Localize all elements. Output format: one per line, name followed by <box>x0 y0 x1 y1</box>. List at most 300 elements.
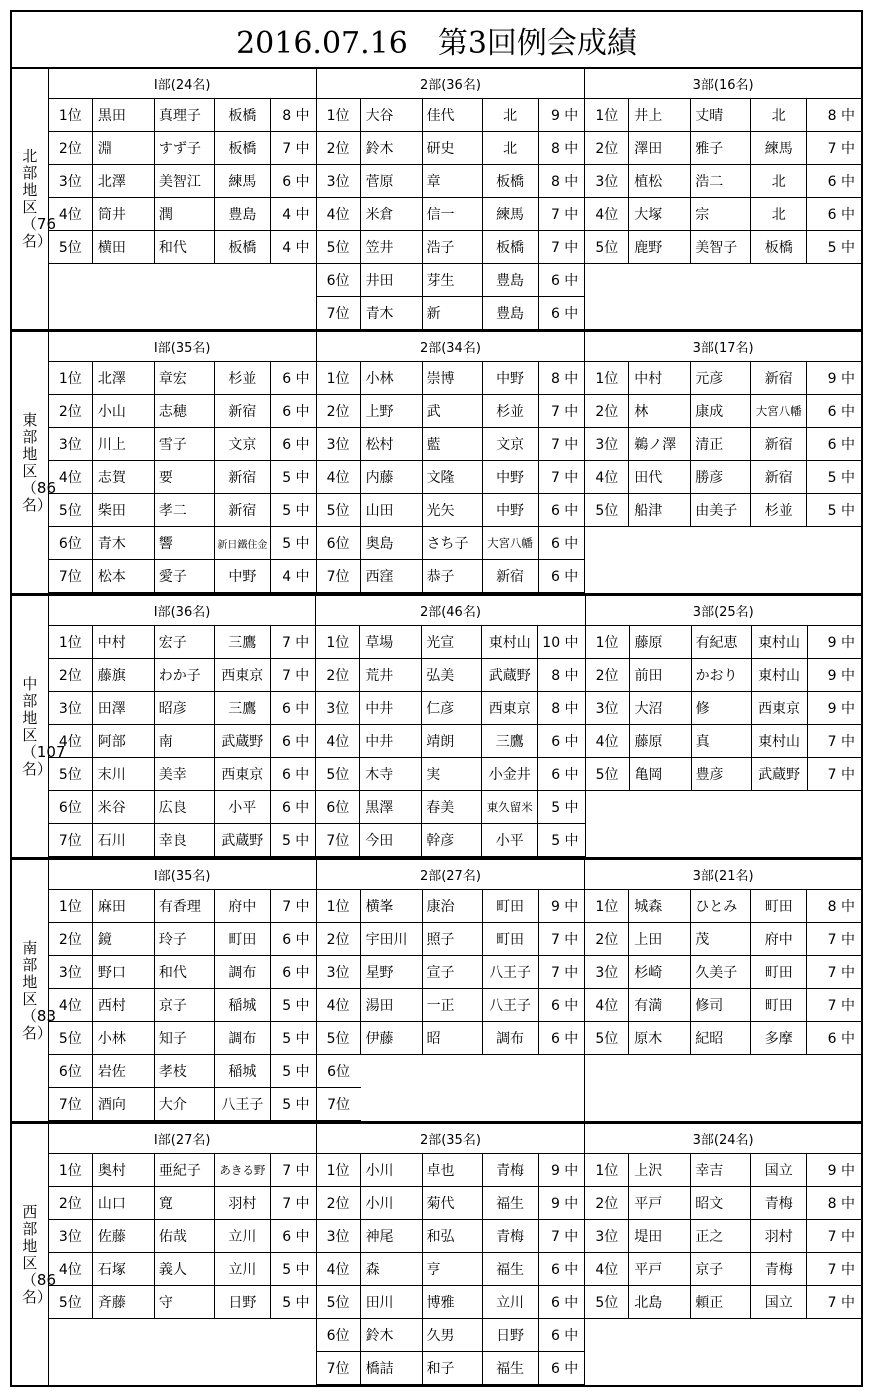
result-row <box>49 560 316 593</box>
given-name-cell: 康成 <box>691 395 751 428</box>
region-label-text: 北部地区（76名） <box>21 147 56 250</box>
division-block <box>585 596 861 857</box>
score-cell: 9 中 <box>539 890 585 923</box>
given-name-cell: 雅子 <box>691 132 751 165</box>
club-cell: 調布 <box>215 1022 271 1055</box>
given-name-cell: 博雅 <box>423 1286 483 1319</box>
score-cell: 5 中 <box>271 1055 316 1088</box>
club-cell: 西東京 <box>215 758 271 791</box>
score-cell: 5 中 <box>271 494 316 527</box>
club-cell: 西東京 <box>215 659 271 692</box>
surname-cell: 城森 <box>629 890 691 923</box>
division-header: 3部(16名) <box>585 69 861 99</box>
club-cell: 日野 <box>215 1286 271 1319</box>
surname-cell: 上田 <box>629 923 691 956</box>
club-cell: 西東京 <box>482 692 538 725</box>
rank-cell: 5位 <box>585 494 629 527</box>
surname-cell: 横田 <box>93 231 155 264</box>
given-name-cell: 要 <box>155 461 215 494</box>
rank-cell: 2位 <box>585 923 629 956</box>
result-row <box>49 758 316 791</box>
given-name-cell: 久美子 <box>691 956 751 989</box>
division-header: Ⅰ部(24名) <box>49 69 316 99</box>
given-name-cell: 亜紀子 <box>155 1154 215 1187</box>
rank-cell: 2位 <box>585 1187 629 1220</box>
division-block <box>316 860 585 1121</box>
surname-cell: 内藤 <box>361 461 423 494</box>
given-name-cell: 和代 <box>155 231 215 264</box>
result-row <box>585 395 861 428</box>
given-name-cell: 京子 <box>691 1253 751 1286</box>
club-cell: 町田 <box>215 923 271 956</box>
rank-cell: 1位 <box>317 890 361 923</box>
club-cell: 町田 <box>483 890 539 923</box>
score-cell: 8 中 <box>539 165 585 198</box>
score-cell: 7 中 <box>271 659 316 692</box>
surname-cell: 酒向 <box>93 1088 155 1121</box>
rank-cell: 4位 <box>585 1253 629 1286</box>
club-cell: 板橋 <box>751 231 807 264</box>
given-name-cell: 照子 <box>423 923 483 956</box>
given-name-cell: 浩子 <box>423 231 483 264</box>
surname-cell: 船津 <box>629 494 691 527</box>
rank-cell: 3位 <box>585 956 629 989</box>
division-header: 2部(35名) <box>317 1124 585 1154</box>
club-cell: 町田 <box>751 956 807 989</box>
club-cell: 豊島 <box>483 264 539 297</box>
club-cell: 大宮八幡 <box>751 395 807 428</box>
surname-cell: 中井 <box>360 692 422 725</box>
score-cell: 6 中 <box>539 560 585 593</box>
score-cell: 6 中 <box>271 395 316 428</box>
result-row <box>585 198 861 231</box>
rank-cell: 4位 <box>49 725 93 758</box>
surname-cell: 鹿野 <box>629 231 691 264</box>
result-row <box>317 264 585 297</box>
score-cell: 7 中 <box>539 231 585 264</box>
club-cell: 青梅 <box>483 1154 539 1187</box>
given-name-cell: 芽生 <box>423 264 483 297</box>
rank-cell: 1位 <box>49 99 93 132</box>
given-name-cell: 元彦 <box>691 362 751 395</box>
result-row <box>585 1286 861 1319</box>
club-cell: 文京 <box>215 428 271 461</box>
club-cell: 府中 <box>751 923 807 956</box>
surname-cell: 林 <box>629 395 691 428</box>
result-row <box>49 1055 316 1088</box>
surname-cell: 山口 <box>93 1187 155 1220</box>
score-cell: 4 中 <box>271 560 316 593</box>
rank-cell: 6位 <box>316 791 360 824</box>
score-cell: 7 中 <box>807 1253 861 1286</box>
given-name-cell: ひとみ <box>691 890 751 923</box>
surname-cell: 鵜ノ澤 <box>629 428 691 461</box>
surname-cell: 米倉 <box>361 198 423 231</box>
score-cell: 6 中 <box>539 1286 585 1319</box>
rank-cell: 4位 <box>585 198 629 231</box>
rank-cell: 5位 <box>585 1286 629 1319</box>
score-cell: 5 中 <box>271 989 316 1022</box>
score-cell: 7 中 <box>271 890 316 923</box>
given-name-cell: 孝枝 <box>155 1055 215 1088</box>
region-label <box>12 332 56 593</box>
given-name-cell: 佑哉 <box>155 1220 215 1253</box>
rank-cell: 5位 <box>586 758 630 791</box>
division-header: 2部(27名) <box>317 860 585 890</box>
surname-cell: 堤田 <box>629 1220 691 1253</box>
score-cell: 9 中 <box>807 362 861 395</box>
result-row <box>317 890 585 923</box>
result-row <box>317 1286 585 1319</box>
score-cell: 6 中 <box>539 494 585 527</box>
given-name-cell: 崇博 <box>423 362 483 395</box>
score-cell: 7 中 <box>539 198 585 231</box>
surname-cell: 中村 <box>93 626 155 659</box>
result-row <box>49 527 316 560</box>
score-cell: 9 中 <box>539 1154 585 1187</box>
rank-cell: 4位 <box>49 461 93 494</box>
given-name-cell: 文隆 <box>423 461 483 494</box>
result-row <box>585 1253 861 1286</box>
score-cell: 7 中 <box>539 1220 585 1253</box>
rank-cell: 4位 <box>317 989 361 1022</box>
result-row <box>586 659 861 692</box>
club-cell: 板橋 <box>215 132 271 165</box>
rank-cell: 2位 <box>585 132 629 165</box>
surname-cell: 大沼 <box>630 692 692 725</box>
division-header: Ⅰ部(35名) <box>49 332 316 362</box>
given-name-cell: 和代 <box>155 956 215 989</box>
division-block <box>316 69 585 329</box>
score-cell: 6 中 <box>271 165 316 198</box>
division-block <box>316 1124 585 1385</box>
club-cell: 北 <box>751 99 807 132</box>
given-name-cell: 昭 <box>423 1022 483 1055</box>
surname-cell: 佐藤 <box>93 1220 155 1253</box>
surname-cell: 井田 <box>361 264 423 297</box>
club-cell: 杉並 <box>215 362 271 395</box>
given-name-cell: 正之 <box>691 1220 751 1253</box>
given-name-cell: 春美 <box>422 791 482 824</box>
result-row <box>316 692 584 725</box>
surname-cell: 藤原 <box>630 725 692 758</box>
rank-cell: 5位 <box>49 758 93 791</box>
given-name-cell: 宣子 <box>423 956 483 989</box>
score-cell: 4 中 <box>271 198 316 231</box>
result-row <box>49 231 316 264</box>
result-row <box>585 494 861 527</box>
division-block <box>584 1124 861 1385</box>
score-cell: 9 中 <box>808 692 861 725</box>
club-cell: 板橋 <box>483 165 539 198</box>
division-header: 3部(25名) <box>586 596 861 626</box>
score-cell: 5 中 <box>271 1022 316 1055</box>
result-row <box>585 1220 861 1253</box>
rank-cell: 1位 <box>585 890 629 923</box>
score-cell: 7 中 <box>539 395 585 428</box>
rank-cell: 1位 <box>317 1154 361 1187</box>
club-cell: あきる野 <box>215 1154 271 1187</box>
given-name-cell: 由美子 <box>691 494 751 527</box>
surname-cell: 筒井 <box>93 198 155 231</box>
surname-cell: 伊藤 <box>361 1022 423 1055</box>
score-cell: 6 中 <box>271 1220 316 1253</box>
score-cell: 6 中 <box>271 692 316 725</box>
score-cell: 7 中 <box>271 1187 316 1220</box>
surname-cell: 志賀 <box>93 461 155 494</box>
club-cell: 立川 <box>483 1286 539 1319</box>
result-row <box>585 1022 861 1055</box>
region-label-text: 南部地区（83名） <box>21 938 56 1042</box>
result-row <box>585 132 861 165</box>
result-row <box>317 923 585 956</box>
surname-cell: 西村 <box>93 989 155 1022</box>
score-cell: 7 中 <box>539 956 585 989</box>
club-cell: 武蔵野 <box>215 725 271 758</box>
club-cell: 東久留米 <box>482 791 538 824</box>
rank-cell: 3位 <box>316 692 360 725</box>
club-cell: 板橋 <box>215 231 271 264</box>
club-cell: 中野 <box>483 494 539 527</box>
score-cell: 9 中 <box>808 626 861 659</box>
rank-cell: 6位 <box>317 1055 361 1088</box>
result-row <box>585 99 861 132</box>
given-name-cell: 宏子 <box>155 626 215 659</box>
surname-cell: 黒澤 <box>360 791 422 824</box>
division-block <box>49 860 316 1121</box>
score-cell: 10 中 <box>538 626 584 659</box>
result-row <box>49 791 316 824</box>
result-row <box>317 1253 585 1286</box>
result-row <box>585 923 861 956</box>
result-row <box>585 428 861 461</box>
rank-cell: 3位 <box>49 1220 93 1253</box>
surname-cell: 中村 <box>629 362 691 395</box>
club-cell: 北 <box>751 165 807 198</box>
result-row <box>49 659 316 692</box>
result-row <box>586 626 861 659</box>
club-cell: 東村山 <box>752 659 808 692</box>
rank-cell: 1位 <box>49 626 93 659</box>
given-name-cell: 豊彦 <box>692 758 752 791</box>
result-row <box>317 395 585 428</box>
given-name-cell: さち子 <box>423 527 483 560</box>
surname-cell: 黒田 <box>93 99 155 132</box>
division-header: Ⅰ部(27名) <box>49 1124 316 1154</box>
score-cell: 7 中 <box>271 1154 316 1187</box>
score-cell: 9 中 <box>808 659 861 692</box>
given-name-cell: 知子 <box>155 1022 215 1055</box>
rank-cell: 7位 <box>316 824 360 857</box>
given-name-cell: 佳代 <box>423 99 483 132</box>
region-block <box>10 67 863 331</box>
given-name-cell: 有紀恵 <box>692 626 752 659</box>
given-name-cell: 亨 <box>423 1253 483 1286</box>
surname-cell: 青木 <box>361 297 423 330</box>
result-row <box>49 1253 316 1286</box>
club-cell: 立川 <box>215 1253 271 1286</box>
rank-cell: 4位 <box>317 198 361 231</box>
club-cell: 国立 <box>751 1286 807 1319</box>
surname-cell: 藤原 <box>630 626 692 659</box>
club-cell: 多摩 <box>751 1022 807 1055</box>
club-cell: 中野 <box>215 560 271 593</box>
result-row <box>585 989 861 1022</box>
surname-cell: 平戸 <box>629 1253 691 1286</box>
given-name-cell: 志穂 <box>155 395 215 428</box>
score-cell: 6 中 <box>538 725 584 758</box>
rank-cell: 5位 <box>49 494 93 527</box>
given-name-cell: 潤 <box>155 198 215 231</box>
rank-cell: 6位 <box>317 1319 361 1352</box>
result-row <box>585 165 861 198</box>
score-cell: 8 中 <box>539 362 585 395</box>
rank-cell: 7位 <box>49 1088 93 1121</box>
club-cell: 青梅 <box>483 1220 539 1253</box>
score-cell: 7 中 <box>807 956 861 989</box>
result-row <box>316 791 584 824</box>
surname-cell: 杉崎 <box>629 956 691 989</box>
result-row <box>49 956 316 989</box>
given-name-cell: 広良 <box>155 791 215 824</box>
club-cell: 新宿 <box>215 461 271 494</box>
result-row <box>317 494 585 527</box>
club-cell: 北 <box>483 132 539 165</box>
rank-cell: 4位 <box>586 725 630 758</box>
given-name-cell: 美智江 <box>155 165 215 198</box>
rank-cell: 5位 <box>49 1022 93 1055</box>
club-cell: 町田 <box>483 923 539 956</box>
rank-cell: 4位 <box>585 461 629 494</box>
club-cell: 新宿 <box>215 395 271 428</box>
rank-cell: 3位 <box>585 165 629 198</box>
surname-cell: 小林 <box>361 362 423 395</box>
rank-cell: 7位 <box>317 1352 361 1385</box>
surname-cell: 石塚 <box>93 1253 155 1286</box>
result-row <box>317 1187 585 1220</box>
club-cell: 東村山 <box>482 626 538 659</box>
result-row <box>317 231 585 264</box>
rank-cell: 3位 <box>317 1220 361 1253</box>
result-row <box>316 659 584 692</box>
surname-cell: 宇田川 <box>361 923 423 956</box>
result-row <box>585 362 861 395</box>
given-name-cell: 真理子 <box>155 99 215 132</box>
given-name-cell: 茂 <box>691 923 751 956</box>
score-cell: 6 中 <box>539 1253 585 1286</box>
result-row <box>317 99 585 132</box>
result-row <box>49 725 316 758</box>
given-name-cell: 幸良 <box>155 824 215 857</box>
surname-cell: 上野 <box>361 395 423 428</box>
rank-cell: 2位 <box>49 923 93 956</box>
result-row <box>49 890 316 923</box>
given-name-cell: 宗 <box>691 198 751 231</box>
rank-cell: 1位 <box>49 362 93 395</box>
club-cell: 調布 <box>215 956 271 989</box>
club-cell: 新宿 <box>483 560 539 593</box>
surname-cell: 原木 <box>629 1022 691 1055</box>
rank-cell: 2位 <box>585 395 629 428</box>
club-cell: 練馬 <box>215 165 271 198</box>
rank-cell: 6位 <box>49 1055 93 1088</box>
division-block <box>49 1124 316 1385</box>
rank-cell: 3位 <box>49 692 93 725</box>
rank-cell: 4位 <box>49 1253 93 1286</box>
result-row <box>317 1154 585 1187</box>
given-name-cell: 義人 <box>155 1253 215 1286</box>
club-cell: 三鷹 <box>482 725 538 758</box>
rank-cell: 2位 <box>586 659 630 692</box>
result-row <box>317 1352 585 1385</box>
region-label-text: 東部地区（86名） <box>21 410 56 514</box>
score-cell: 7 中 <box>807 1286 861 1319</box>
score-cell: 7 中 <box>807 923 861 956</box>
result-row <box>49 1286 316 1319</box>
score-cell: 7 中 <box>807 989 861 1022</box>
given-name-cell: 丈晴 <box>691 99 751 132</box>
result-row <box>317 428 585 461</box>
result-row <box>49 428 316 461</box>
division-header: 3部(21名) <box>585 860 861 890</box>
given-name-cell: 美智子 <box>691 231 751 264</box>
surname-cell: 笠井 <box>361 231 423 264</box>
club-cell: 八王子 <box>215 1088 271 1121</box>
club-cell: 八王子 <box>483 956 539 989</box>
score-cell: 8 中 <box>807 1187 861 1220</box>
given-name-cell: 光宣 <box>422 626 482 659</box>
given-name-cell: 修 <box>692 692 752 725</box>
rank-cell: 4位 <box>317 461 361 494</box>
surname-cell: 神尾 <box>361 1220 423 1253</box>
score-cell: 8 中 <box>539 132 585 165</box>
given-name-cell: 光矢 <box>423 494 483 527</box>
rank-cell: 7位 <box>317 297 361 330</box>
given-name-cell: 響 <box>155 527 215 560</box>
rank-cell: 2位 <box>49 1187 93 1220</box>
given-name-cell: すず子 <box>155 132 215 165</box>
given-name-cell: 有香理 <box>155 890 215 923</box>
surname-cell: 柴田 <box>93 494 155 527</box>
surname-cell: 植松 <box>629 165 691 198</box>
rank-cell: 3位 <box>317 428 361 461</box>
surname-cell: 田代 <box>629 461 691 494</box>
given-name-cell: 新 <box>423 297 483 330</box>
club-cell: 小金井 <box>482 758 538 791</box>
score-cell: 8 中 <box>538 692 584 725</box>
division-block <box>584 860 861 1121</box>
surname-cell: 澤田 <box>629 132 691 165</box>
rank-cell: 4位 <box>317 1253 361 1286</box>
surname-cell: 藤旗 <box>93 659 155 692</box>
given-name-cell: 藍 <box>423 428 483 461</box>
result-row <box>49 494 316 527</box>
club-cell: 府中 <box>215 890 271 923</box>
surname-cell: 荒井 <box>360 659 422 692</box>
page-title: 2016.07.16 第3回例会成績 <box>10 10 863 67</box>
region-label <box>12 1124 56 1385</box>
surname-cell: 小川 <box>361 1154 423 1187</box>
rank-cell: 4位 <box>316 725 360 758</box>
surname-cell: 湯田 <box>361 989 423 1022</box>
given-name-cell: 和弘 <box>423 1220 483 1253</box>
surname-cell: 青木 <box>93 527 155 560</box>
score-cell: 6 中 <box>807 428 861 461</box>
division-block <box>315 596 584 857</box>
result-row <box>49 626 316 659</box>
result-row <box>317 989 585 1022</box>
surname-cell: 末川 <box>93 758 155 791</box>
